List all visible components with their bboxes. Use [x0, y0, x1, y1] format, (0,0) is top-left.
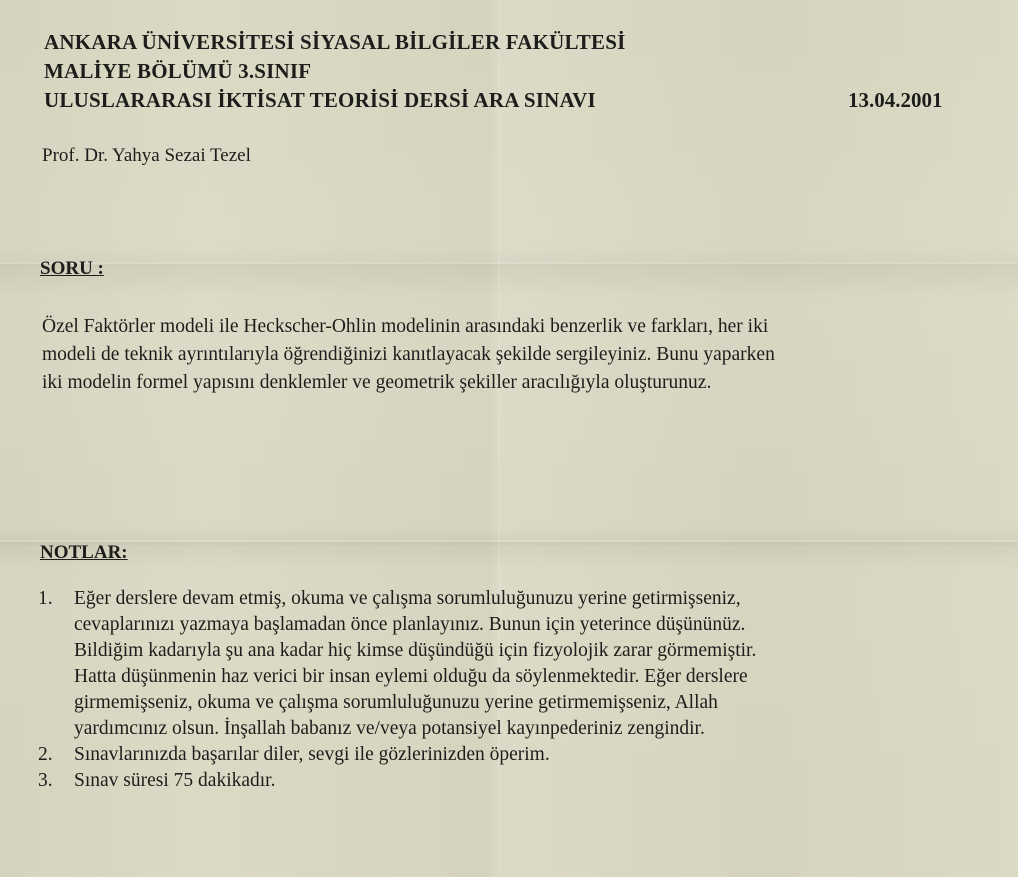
university-faculty-title: ANKARA ÜNİVERSİTESİ SİYASAL BİLGİLER FAKÜLTESİ — [44, 30, 626, 54]
exam-date: 13.04.2001 — [848, 88, 943, 112]
department-class-title: MALİYE BÖLÜMÜ 3.SINIF — [44, 59, 312, 83]
paper-fold-line — [0, 540, 1018, 542]
note-item — [38, 742, 978, 768]
note-number: 1. — [38, 588, 53, 609]
note-line: girmemişseniz, okuma ve çalışma sorumluluğunuzu yerine getirmemişseniz, Allah — [74, 692, 718, 713]
note-line: Sınav süresi 75 dakikadır. — [74, 770, 276, 791]
question-heading: SORU : — [40, 258, 104, 279]
exam-title: ULUSLARARASI İKTİSAT TEORİSİ DERSİ ARA SINAVI — [44, 88, 596, 112]
professor-name: Prof. Dr. Yahya Sezai Tezel — [42, 145, 251, 166]
question-line: Özel Faktörler modeli ile Heckscher-Ohlin modelinin arasındaki benzerlik ve farkları, her iki — [42, 316, 769, 337]
note-line: Eğer derslere devam etmiş, okuma ve çalışma sorumluluğunuzu yerine getirmişseniz, — [74, 588, 741, 609]
paper-fold-line — [0, 262, 1018, 264]
question-line: iki modelin formel yapısını denklemler ve geometrik şekiller aracılığıyla oluşturunuz. — [42, 372, 712, 393]
notes-list — [38, 586, 978, 794]
note-number: 3. — [38, 770, 53, 791]
note-item — [38, 768, 978, 794]
note-line: cevaplarınızı yazmaya başlamadan önce planlayınız. Bunun için yeterince düşününüz. — [74, 614, 746, 635]
question-text — [42, 313, 972, 397]
note-line: Sınavlarınızda başarılar diler, sevgi ile gözlerinizden öperim. — [74, 744, 550, 765]
note-item — [38, 586, 978, 742]
note-line: yardımcınız olsun. İnşallah babanız ve/veya potansiyel kayınpederiniz zengindir. — [74, 718, 705, 739]
note-number: 2. — [38, 744, 53, 765]
question-line: modeli de teknik ayrıntılarıyla öğrendiğinizi kanıtlayacak şekilde sergileyiniz. Bunu yaparken — [42, 344, 775, 365]
notes-heading: NOTLAR: — [40, 542, 128, 563]
note-line: Hatta düşünmenin haz verici bir insan eylemi olduğu da söylenmektedir. Eğer derslere — [74, 666, 748, 687]
note-line: Bildiğim kadarıyla şu ana kadar hiç kimse düşündüğü için fizyolojik zarar görmemiştir. — [74, 640, 757, 661]
